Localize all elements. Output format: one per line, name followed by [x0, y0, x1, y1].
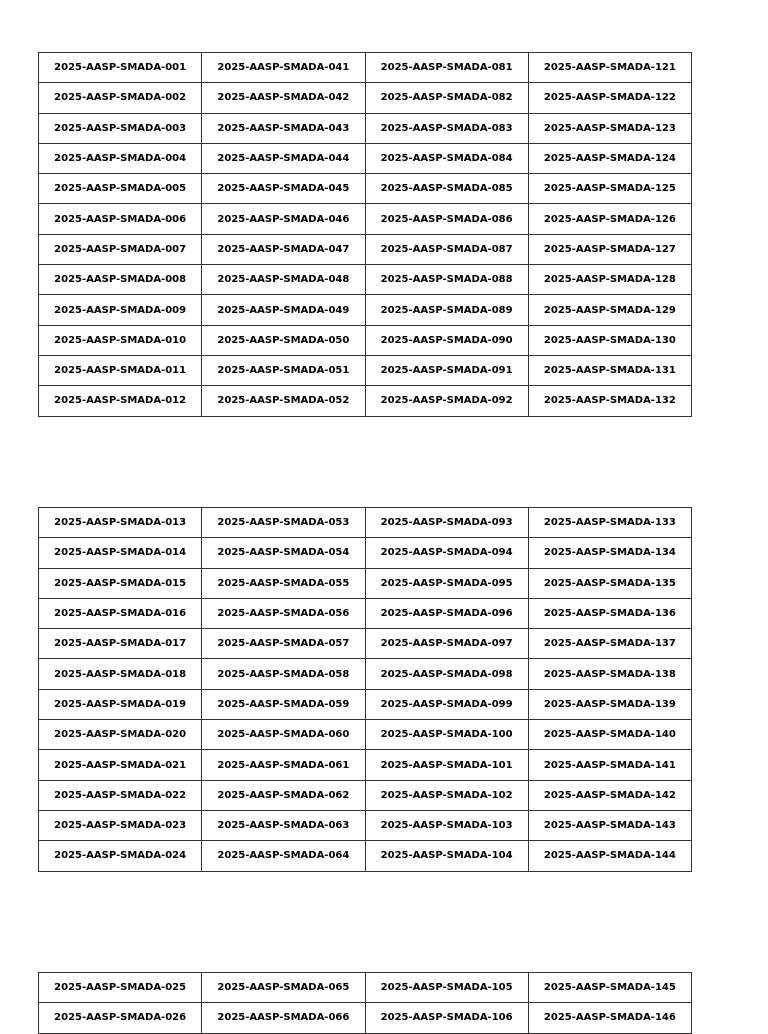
label-cell: 2025-AASP-SMADA-050	[202, 325, 365, 355]
label-cell: 2025-AASP-SMADA-012	[39, 386, 202, 416]
label-row	[39, 659, 692, 689]
label-cell: 2025-AASP-SMADA-090	[365, 325, 528, 355]
label-row	[39, 83, 692, 113]
label-cell: 2025-AASP-SMADA-135	[528, 568, 691, 598]
label-cell: 2025-AASP-SMADA-021	[39, 750, 202, 780]
label-cell: 2025-AASP-SMADA-095	[365, 568, 528, 598]
label-cell: 2025-AASP-SMADA-005	[39, 174, 202, 204]
label-row	[39, 295, 692, 325]
label-cell: 2025-AASP-SMADA-087	[365, 234, 528, 264]
label-cell: 2025-AASP-SMADA-146	[528, 1003, 691, 1033]
label-cell: 2025-AASP-SMADA-010	[39, 325, 202, 355]
label-cell: 2025-AASP-SMADA-052	[202, 386, 365, 416]
label-cell: 2025-AASP-SMADA-145	[528, 973, 691, 1003]
label-row	[39, 780, 692, 810]
label-cell: 2025-AASP-SMADA-057	[202, 629, 365, 659]
label-cell: 2025-AASP-SMADA-131	[528, 355, 691, 385]
label-cell: 2025-AASP-SMADA-024	[39, 841, 202, 871]
label-row	[39, 750, 692, 780]
label-cell: 2025-AASP-SMADA-051	[202, 355, 365, 385]
label-cell: 2025-AASP-SMADA-142	[528, 780, 691, 810]
label-cell: 2025-AASP-SMADA-064	[202, 841, 365, 871]
label-cell: 2025-AASP-SMADA-013	[39, 508, 202, 538]
label-cell: 2025-AASP-SMADA-101	[365, 750, 528, 780]
label-row	[39, 325, 692, 355]
label-sheet-1	[38, 52, 692, 417]
label-row	[39, 265, 692, 295]
label-cell: 2025-AASP-SMADA-099	[365, 689, 528, 719]
label-row	[39, 508, 692, 538]
label-cell: 2025-AASP-SMADA-105	[365, 973, 528, 1003]
label-cell: 2025-AASP-SMADA-041	[202, 53, 365, 83]
label-cell: 2025-AASP-SMADA-102	[365, 780, 528, 810]
label-cell: 2025-AASP-SMADA-132	[528, 386, 691, 416]
label-row	[39, 810, 692, 840]
label-cell: 2025-AASP-SMADA-046	[202, 204, 365, 234]
label-cell: 2025-AASP-SMADA-007	[39, 234, 202, 264]
label-row	[39, 386, 692, 416]
label-cell: 2025-AASP-SMADA-138	[528, 659, 691, 689]
label-cell: 2025-AASP-SMADA-017	[39, 629, 202, 659]
label-row	[39, 598, 692, 628]
label-cell: 2025-AASP-SMADA-015	[39, 568, 202, 598]
label-row	[39, 689, 692, 719]
label-cell: 2025-AASP-SMADA-096	[365, 598, 528, 628]
label-sheet-2	[38, 507, 692, 872]
label-cell: 2025-AASP-SMADA-140	[528, 720, 691, 750]
label-cell: 2025-AASP-SMADA-062	[202, 780, 365, 810]
label-cell: 2025-AASP-SMADA-065	[202, 973, 365, 1003]
label-cell: 2025-AASP-SMADA-047	[202, 234, 365, 264]
label-cell: 2025-AASP-SMADA-104	[365, 841, 528, 871]
label-cell: 2025-AASP-SMADA-019	[39, 689, 202, 719]
label-row	[39, 174, 692, 204]
label-cell: 2025-AASP-SMADA-083	[365, 113, 528, 143]
label-cell: 2025-AASP-SMADA-055	[202, 568, 365, 598]
label-cell: 2025-AASP-SMADA-139	[528, 689, 691, 719]
label-cell: 2025-AASP-SMADA-006	[39, 204, 202, 234]
label-row	[39, 113, 692, 143]
label-cell: 2025-AASP-SMADA-049	[202, 295, 365, 325]
label-row	[39, 355, 692, 385]
label-cell: 2025-AASP-SMADA-144	[528, 841, 691, 871]
label-cell: 2025-AASP-SMADA-097	[365, 629, 528, 659]
label-row	[39, 973, 692, 1003]
label-cell: 2025-AASP-SMADA-084	[365, 143, 528, 173]
label-cell: 2025-AASP-SMADA-026	[39, 1003, 202, 1033]
label-cell: 2025-AASP-SMADA-043	[202, 113, 365, 143]
label-cell: 2025-AASP-SMADA-103	[365, 810, 528, 840]
label-cell: 2025-AASP-SMADA-122	[528, 83, 691, 113]
label-cell: 2025-AASP-SMADA-086	[365, 204, 528, 234]
label-cell: 2025-AASP-SMADA-044	[202, 143, 365, 173]
label-cell: 2025-AASP-SMADA-016	[39, 598, 202, 628]
label-cell: 2025-AASP-SMADA-004	[39, 143, 202, 173]
label-cell: 2025-AASP-SMADA-129	[528, 295, 691, 325]
label-row	[39, 629, 692, 659]
label-cell: 2025-AASP-SMADA-127	[528, 234, 691, 264]
label-cell: 2025-AASP-SMADA-136	[528, 598, 691, 628]
label-sheet-3	[38, 972, 692, 1034]
label-cell: 2025-AASP-SMADA-100	[365, 720, 528, 750]
label-cell: 2025-AASP-SMADA-063	[202, 810, 365, 840]
label-cell: 2025-AASP-SMADA-093	[365, 508, 528, 538]
label-cell: 2025-AASP-SMADA-054	[202, 538, 365, 568]
label-cell: 2025-AASP-SMADA-123	[528, 113, 691, 143]
label-row	[39, 720, 692, 750]
label-row	[39, 538, 692, 568]
label-cell: 2025-AASP-SMADA-056	[202, 598, 365, 628]
label-cell: 2025-AASP-SMADA-130	[528, 325, 691, 355]
label-row	[39, 1003, 692, 1033]
label-cell: 2025-AASP-SMADA-137	[528, 629, 691, 659]
label-row	[39, 234, 692, 264]
label-cell: 2025-AASP-SMADA-082	[365, 83, 528, 113]
label-cell: 2025-AASP-SMADA-094	[365, 538, 528, 568]
label-cell: 2025-AASP-SMADA-081	[365, 53, 528, 83]
label-cell: 2025-AASP-SMADA-125	[528, 174, 691, 204]
label-cell: 2025-AASP-SMADA-133	[528, 508, 691, 538]
label-cell: 2025-AASP-SMADA-048	[202, 265, 365, 295]
label-cell: 2025-AASP-SMADA-003	[39, 113, 202, 143]
label-cell: 2025-AASP-SMADA-143	[528, 810, 691, 840]
label-cell: 2025-AASP-SMADA-124	[528, 143, 691, 173]
label-row	[39, 204, 692, 234]
label-cell: 2025-AASP-SMADA-011	[39, 355, 202, 385]
label-row	[39, 53, 692, 83]
label-cell: 2025-AASP-SMADA-060	[202, 720, 365, 750]
label-cell: 2025-AASP-SMADA-121	[528, 53, 691, 83]
label-cell: 2025-AASP-SMADA-066	[202, 1003, 365, 1033]
label-cell: 2025-AASP-SMADA-002	[39, 83, 202, 113]
label-cell: 2025-AASP-SMADA-089	[365, 295, 528, 325]
label-cell: 2025-AASP-SMADA-134	[528, 538, 691, 568]
label-cell: 2025-AASP-SMADA-023	[39, 810, 202, 840]
label-cell: 2025-AASP-SMADA-014	[39, 538, 202, 568]
label-cell: 2025-AASP-SMADA-018	[39, 659, 202, 689]
label-cell: 2025-AASP-SMADA-061	[202, 750, 365, 780]
label-cell: 2025-AASP-SMADA-045	[202, 174, 365, 204]
label-cell: 2025-AASP-SMADA-091	[365, 355, 528, 385]
label-cell: 2025-AASP-SMADA-098	[365, 659, 528, 689]
label-cell: 2025-AASP-SMADA-106	[365, 1003, 528, 1033]
label-cell: 2025-AASP-SMADA-085	[365, 174, 528, 204]
label-row	[39, 143, 692, 173]
label-cell: 2025-AASP-SMADA-025	[39, 973, 202, 1003]
label-cell: 2025-AASP-SMADA-042	[202, 83, 365, 113]
label-cell: 2025-AASP-SMADA-128	[528, 265, 691, 295]
label-row	[39, 841, 692, 871]
label-cell: 2025-AASP-SMADA-088	[365, 265, 528, 295]
label-cell: 2025-AASP-SMADA-141	[528, 750, 691, 780]
label-cell: 2025-AASP-SMADA-059	[202, 689, 365, 719]
label-cell: 2025-AASP-SMADA-009	[39, 295, 202, 325]
label-cell: 2025-AASP-SMADA-020	[39, 720, 202, 750]
label-cell: 2025-AASP-SMADA-022	[39, 780, 202, 810]
label-row	[39, 568, 692, 598]
label-cell: 2025-AASP-SMADA-008	[39, 265, 202, 295]
label-cell: 2025-AASP-SMADA-001	[39, 53, 202, 83]
label-cell: 2025-AASP-SMADA-092	[365, 386, 528, 416]
label-cell: 2025-AASP-SMADA-053	[202, 508, 365, 538]
label-cell: 2025-AASP-SMADA-126	[528, 204, 691, 234]
label-cell: 2025-AASP-SMADA-058	[202, 659, 365, 689]
